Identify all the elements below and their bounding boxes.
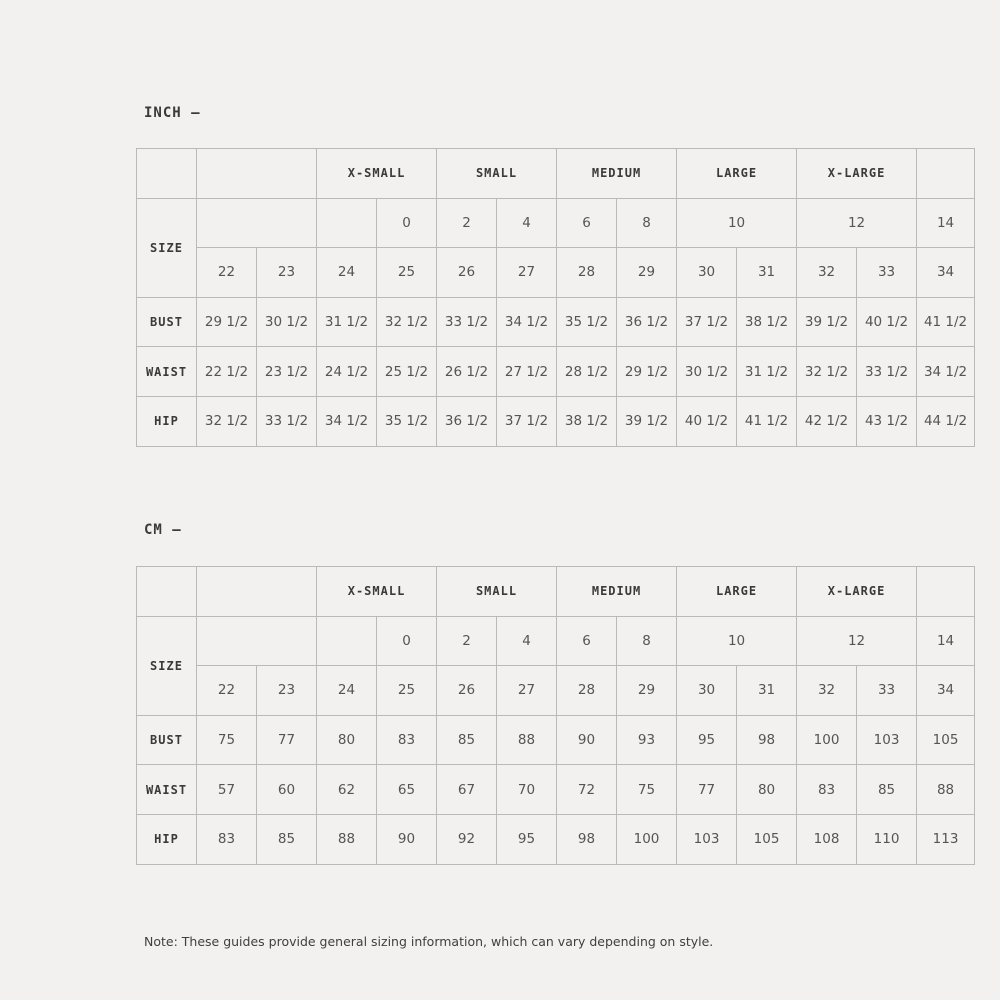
numeric-size-cell: 22 (197, 666, 257, 716)
numeric-size-cell: 33 (857, 248, 917, 298)
bust-value: 98 (737, 715, 797, 765)
bust-value: 77 (257, 715, 317, 765)
us-size-cell: 4 (497, 616, 557, 666)
inch-section-heading: INCH – (144, 105, 201, 121)
bust-value: 37 1/2 (677, 297, 737, 347)
hip-value: 37 1/2 (497, 396, 557, 446)
bust-value: 40 1/2 (857, 297, 917, 347)
numeric-size-cell: 27 (497, 666, 557, 716)
empty-size-cell (317, 198, 377, 248)
group-label-small: SMALL (437, 567, 557, 617)
numeric-size-cell: 25 (377, 666, 437, 716)
us-size-cell: 14 (917, 616, 975, 666)
waist-value: 27 1/2 (497, 347, 557, 397)
size-row-label: SIZE (137, 198, 197, 297)
waist-value: 29 1/2 (617, 347, 677, 397)
hip-value: 34 1/2 (317, 396, 377, 446)
numeric-size-cell: 32 (797, 666, 857, 716)
group-label-x-large: X-LARGE (797, 149, 917, 199)
hip-row-label: HIP (137, 396, 197, 446)
hip-value: 105 (737, 814, 797, 864)
hip-value: 92 (437, 814, 497, 864)
hip-value: 43 1/2 (857, 396, 917, 446)
bust-value: 34 1/2 (497, 297, 557, 347)
numeric-size-cell: 31 (737, 666, 797, 716)
numeric-size-cell: 29 (617, 248, 677, 298)
waist-value: 88 (917, 765, 975, 815)
us-size-cell: 10 (677, 198, 797, 248)
hip-value: 98 (557, 814, 617, 864)
bust-row (137, 297, 975, 347)
us-size-cell: 6 (557, 616, 617, 666)
sizing-note: Note: These guides provide general sizing information, which can vary depending on style. (144, 934, 714, 949)
numeric-size-cell: 24 (317, 666, 377, 716)
hip-value: 110 (857, 814, 917, 864)
waist-value: 23 1/2 (257, 347, 317, 397)
hip-value: 100 (617, 814, 677, 864)
hip-value: 88 (317, 814, 377, 864)
waist-value: 22 1/2 (197, 347, 257, 397)
numeric-size-cell: 28 (557, 666, 617, 716)
bust-value: 33 1/2 (437, 297, 497, 347)
empty-group-cell (197, 567, 317, 617)
bust-value: 29 1/2 (197, 297, 257, 347)
group-label-x-small: X-SMALL (317, 149, 437, 199)
group-header-row (137, 149, 975, 199)
waist-value: 83 (797, 765, 857, 815)
hip-value: 38 1/2 (557, 396, 617, 446)
waist-value: 62 (317, 765, 377, 815)
bust-value: 105 (917, 715, 975, 765)
waist-row (137, 765, 975, 815)
waist-value: 85 (857, 765, 917, 815)
hip-value: 35 1/2 (377, 396, 437, 446)
hip-value: 33 1/2 (257, 396, 317, 446)
empty-group-cell (917, 149, 975, 199)
us-size-cell: 10 (677, 616, 797, 666)
waist-value: 31 1/2 (737, 347, 797, 397)
us-size-cell: 8 (617, 198, 677, 248)
bust-value: 36 1/2 (617, 297, 677, 347)
numeric-size-cell: 34 (917, 248, 975, 298)
us-size-row (137, 616, 975, 666)
bust-value: 93 (617, 715, 677, 765)
hip-value: 83 (197, 814, 257, 864)
bust-row (137, 715, 975, 765)
us-size-cell: 8 (617, 616, 677, 666)
group-label-medium: MEDIUM (557, 149, 677, 199)
bust-value: 32 1/2 (377, 297, 437, 347)
waist-row (137, 347, 975, 397)
empty-size-cell (197, 616, 317, 666)
bust-value: 75 (197, 715, 257, 765)
group-header-row (137, 567, 975, 617)
cm-size-table (136, 566, 975, 865)
cm-section-heading: CM – (144, 522, 182, 538)
us-size-cell: 12 (797, 198, 917, 248)
hip-value: 42 1/2 (797, 396, 857, 446)
waist-value: 77 (677, 765, 737, 815)
waist-value: 30 1/2 (677, 347, 737, 397)
size-row-label: SIZE (137, 616, 197, 715)
bust-value: 39 1/2 (797, 297, 857, 347)
numeric-size-cell: 30 (677, 666, 737, 716)
hip-row (137, 814, 975, 864)
bust-row-label: BUST (137, 715, 197, 765)
waist-value: 57 (197, 765, 257, 815)
empty-corner-cell (137, 567, 197, 617)
waist-value: 33 1/2 (857, 347, 917, 397)
waist-value: 75 (617, 765, 677, 815)
numeric-size-cell: 26 (437, 248, 497, 298)
empty-size-cell (317, 616, 377, 666)
waist-value: 24 1/2 (317, 347, 377, 397)
bust-value: 35 1/2 (557, 297, 617, 347)
waist-row-label: WAIST (137, 347, 197, 397)
empty-group-cell (917, 567, 975, 617)
numeric-size-cell: 30 (677, 248, 737, 298)
us-size-cell: 0 (377, 616, 437, 666)
numeric-size-cell: 25 (377, 248, 437, 298)
numeric-size-cell: 31 (737, 248, 797, 298)
numeric-size-row (137, 248, 975, 298)
hip-value: 39 1/2 (617, 396, 677, 446)
bust-value: 30 1/2 (257, 297, 317, 347)
numeric-size-cell: 34 (917, 666, 975, 716)
waist-value: 28 1/2 (557, 347, 617, 397)
bust-value: 38 1/2 (737, 297, 797, 347)
numeric-size-cell: 26 (437, 666, 497, 716)
numeric-size-cell: 24 (317, 248, 377, 298)
waist-value: 65 (377, 765, 437, 815)
bust-value: 103 (857, 715, 917, 765)
us-size-row (137, 198, 975, 248)
bust-value: 31 1/2 (317, 297, 377, 347)
us-size-cell: 14 (917, 198, 975, 248)
numeric-size-row (137, 666, 975, 716)
group-label-small: SMALL (437, 149, 557, 199)
bust-value: 41 1/2 (917, 297, 975, 347)
hip-value: 32 1/2 (197, 396, 257, 446)
hip-value: 36 1/2 (437, 396, 497, 446)
empty-size-cell (197, 198, 317, 248)
group-label-x-large: X-LARGE (797, 567, 917, 617)
numeric-size-cell: 32 (797, 248, 857, 298)
us-size-cell: 6 (557, 198, 617, 248)
waist-row-label: WAIST (137, 765, 197, 815)
numeric-size-cell: 23 (257, 248, 317, 298)
numeric-size-cell: 27 (497, 248, 557, 298)
group-label-large: LARGE (677, 567, 797, 617)
numeric-size-cell: 22 (197, 248, 257, 298)
hip-value: 95 (497, 814, 557, 864)
waist-value: 72 (557, 765, 617, 815)
bust-value: 95 (677, 715, 737, 765)
hip-value: 85 (257, 814, 317, 864)
waist-value: 32 1/2 (797, 347, 857, 397)
us-size-cell: 4 (497, 198, 557, 248)
numeric-size-cell: 23 (257, 666, 317, 716)
hip-value: 40 1/2 (677, 396, 737, 446)
waist-value: 70 (497, 765, 557, 815)
bust-value: 90 (557, 715, 617, 765)
waist-value: 34 1/2 (917, 347, 975, 397)
bust-value: 80 (317, 715, 377, 765)
numeric-size-cell: 29 (617, 666, 677, 716)
bust-value: 100 (797, 715, 857, 765)
hip-value: 103 (677, 814, 737, 864)
bust-value: 83 (377, 715, 437, 765)
group-label-large: LARGE (677, 149, 797, 199)
us-size-cell: 0 (377, 198, 437, 248)
us-size-cell: 2 (437, 616, 497, 666)
waist-value: 26 1/2 (437, 347, 497, 397)
inch-size-table (136, 148, 975, 447)
hip-value: 90 (377, 814, 437, 864)
numeric-size-cell: 28 (557, 248, 617, 298)
numeric-size-cell: 33 (857, 666, 917, 716)
hip-value: 108 (797, 814, 857, 864)
hip-row (137, 396, 975, 446)
waist-value: 25 1/2 (377, 347, 437, 397)
empty-corner-cell (137, 149, 197, 199)
hip-row-label: HIP (137, 814, 197, 864)
bust-row-label: BUST (137, 297, 197, 347)
hip-value: 113 (917, 814, 975, 864)
hip-value: 41 1/2 (737, 396, 797, 446)
bust-value: 88 (497, 715, 557, 765)
hip-value: 44 1/2 (917, 396, 975, 446)
group-label-medium: MEDIUM (557, 567, 677, 617)
us-size-cell: 2 (437, 198, 497, 248)
group-label-x-small: X-SMALL (317, 567, 437, 617)
waist-value: 60 (257, 765, 317, 815)
waist-value: 67 (437, 765, 497, 815)
bust-value: 85 (437, 715, 497, 765)
us-size-cell: 12 (797, 616, 917, 666)
waist-value: 80 (737, 765, 797, 815)
empty-group-cell (197, 149, 317, 199)
